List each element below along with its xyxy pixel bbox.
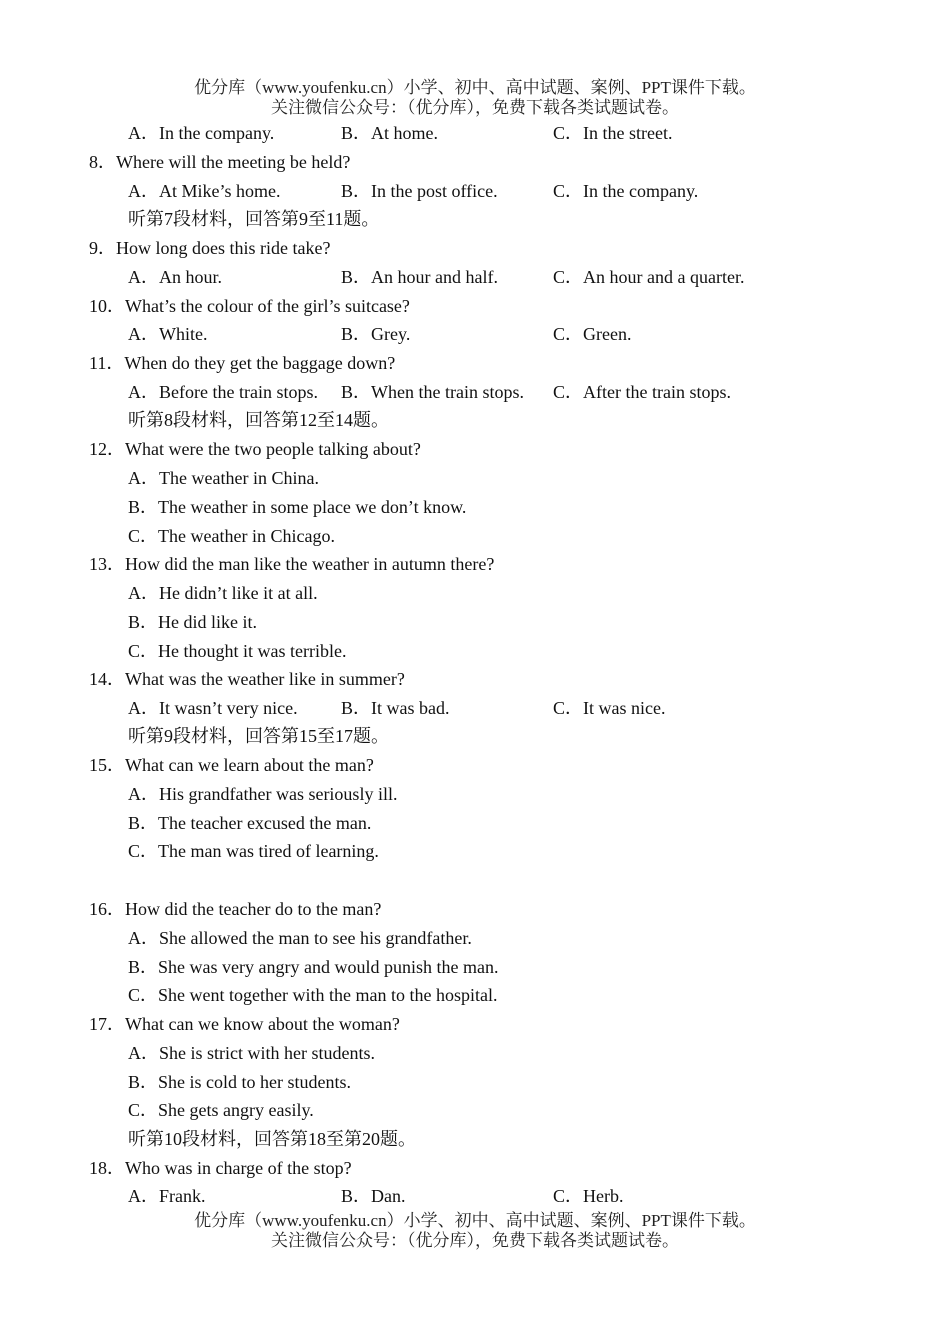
q17-option-b: B．She is cold to her students. [128, 1072, 351, 1092]
q18-question: 18．Who was in charge of the stop? [89, 1158, 352, 1178]
q14-option-a: A．It wasn’t very nice. [128, 698, 298, 718]
q9-question: 9．How long does this ride take? [89, 238, 331, 258]
q11-option-b: B．When the train stops. [341, 382, 524, 402]
q8-option-a: A．At Mike’s home. [128, 181, 281, 201]
q8-option-b: B．In the post office. [341, 181, 498, 201]
q12-option-a: A．The weather in China. [128, 468, 319, 488]
q16-option-c: C．She went together with the man to the hospital. [128, 985, 498, 1005]
section-7-instruction: 听第7段材料，回答第9至11题。 [128, 209, 380, 229]
q15-option-a: A．His grandfather was seriously ill. [128, 784, 398, 804]
q9-option-c: C．An hour and a quarter. [553, 267, 745, 287]
q10-option-b: B．Grey. [341, 324, 411, 344]
q15-question: 15．What can we learn about the man? [89, 755, 374, 775]
q15-option-b: B．The teacher excused the man. [128, 813, 372, 833]
q10-option-a: A．White. [128, 324, 208, 344]
q8-option-c: C．In the company. [553, 181, 699, 201]
q14-option-b: B．It was bad. [341, 698, 450, 718]
q18-option-a: A．Frank. [128, 1186, 206, 1206]
q12-option-c: C．The weather in Chicago. [128, 526, 335, 546]
page-header-line-2: 关注微信公众号：（优分库），免费下载各类试题试卷。 [271, 98, 679, 117]
q8-question: 8．Where will the meeting be held? [89, 152, 351, 172]
q17-option-a: A．She is strict with her students. [128, 1043, 375, 1063]
q7-option-a: A．In the company. [128, 123, 275, 143]
q14-option-c: C．It was nice. [553, 698, 666, 718]
q12-question: 12．What were the two people talking about? [89, 439, 421, 459]
q17-question: 17．What can we know about the woman? [89, 1014, 400, 1034]
q18-option-c: C．Herb. [553, 1186, 624, 1206]
q7-option-c: C．In the street. [553, 123, 673, 143]
q11-question: 11．When do they get the baggage down? [89, 353, 396, 373]
q15-option-c: C．The man was tired of learning. [128, 841, 379, 861]
q16-option-a: A．She allowed the man to see his grandfather. [128, 928, 472, 948]
q7-option-b: B．At home. [341, 123, 438, 143]
page-footer-line-1: 优分库（www.youfenku.cn）小学、初中、高中试题、案例、PPT课件下载。 [194, 1211, 756, 1230]
q9-option-a: A．An hour. [128, 267, 222, 287]
q11-option-a: A．Before the train stops. [128, 382, 318, 402]
page-header-line-1: 优分库（www.youfenku.cn）小学、初中、高中试题、案例、PPT课件下载。 [194, 78, 756, 97]
section-8-instruction: 听第8段材料，回答第12至14题。 [128, 410, 389, 430]
q13-option-a: A．He didn’t like it at all. [128, 583, 318, 603]
section-9-instruction: 听第9段材料，回答第15至17题。 [128, 726, 389, 746]
q18-option-b: B．Dan. [341, 1186, 406, 1206]
q10-option-c: C．Green. [553, 324, 632, 344]
page-footer-line-2: 关注微信公众号：（优分库），免费下载各类试题试卷。 [271, 1231, 679, 1250]
q13-option-c: C．He thought it was terrible. [128, 641, 347, 661]
q11-option-c: C．After the train stops. [553, 382, 731, 402]
q12-option-b: B．The weather in some place we don’t know. [128, 497, 467, 517]
q13-option-b: B．He did like it. [128, 612, 257, 632]
q16-option-b: B．She was very angry and would punish the man. [128, 957, 499, 977]
q13-question: 13．How did the man like the weather in autumn there? [89, 554, 495, 574]
section-10-instruction: 听第10段材料，回答第18至第20题。 [128, 1129, 416, 1149]
q17-option-c: C．She gets angry easily. [128, 1100, 314, 1120]
q10-question: 10．What’s the colour of the girl’s suitcase? [89, 296, 410, 316]
q16-question: 16．How did the teacher do to the man? [89, 899, 382, 919]
q14-question: 14．What was the weather like in summer? [89, 669, 405, 689]
q9-option-b: B．An hour and half. [341, 267, 498, 287]
